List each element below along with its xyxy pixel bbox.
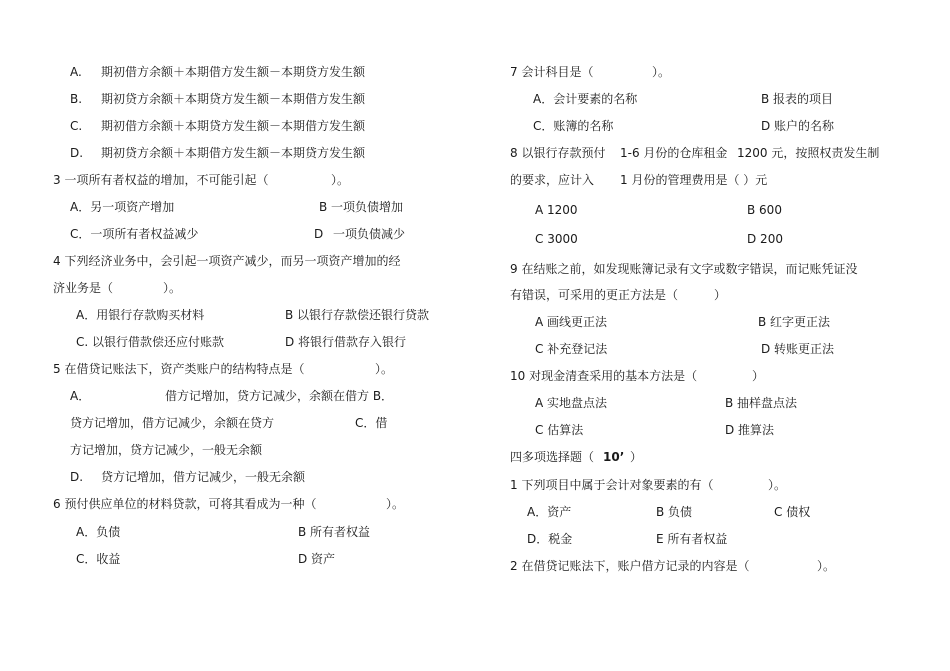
question-stem-end: ）。 (386, 497, 405, 511)
option-a: A．负债 (76, 525, 121, 539)
question-stem-end: ） (714, 288, 727, 302)
question-stem-end: ）。 (163, 281, 182, 295)
option-d: D 转账更正法 (761, 342, 835, 356)
option-text: 期初贷方余额＋本期借方发生额－本期贷方发生额 (101, 146, 366, 160)
option-b: B 抽样盘点法 (725, 396, 798, 410)
question-stem: 10 对现金清查采用的基本方法是（ (510, 369, 698, 383)
option-a-letter: A． (70, 389, 91, 403)
question-stem: 4 下列经济业务中，会引起一项资产减少，而另一项资产增加的经 (53, 254, 401, 268)
option-d: D 200 (747, 232, 783, 246)
question-stem-end: ）。 (652, 65, 671, 79)
question-stem: 1-6 月份的仓库租金 (620, 146, 728, 160)
option-d: D 账户的名称 (761, 119, 835, 133)
question-stem-end: ）。 (375, 362, 394, 376)
option-a: A 画线更正法 (535, 315, 608, 329)
question-stem-line2: 的要求，应计入 (510, 173, 595, 187)
option-text: 期初贷方余额＋本期贷方发生额－本期借方发生额 (101, 92, 366, 106)
question-stem-line2: 济业务是（ (53, 281, 114, 295)
option-a: A．会计要素的名称 (533, 92, 638, 106)
question-stem: 2 在借贷记账法下，账户借方记录的内容是（ (510, 559, 750, 573)
option-d-letter: D. (70, 470, 84, 484)
option-d: 一项负债减少 (333, 227, 406, 241)
option-b: B 红字更正法 (758, 315, 831, 329)
option-d: 贷方记增加，借方记减少，一般无余额 (101, 470, 306, 484)
section-title-end: ） (630, 450, 643, 464)
question-stem: 9 在结账之前，如发现账簿记录有文字或数字错误，而记账凭证没 (510, 262, 858, 276)
option-letter: D. (70, 146, 84, 160)
option-letter: B. (70, 92, 83, 106)
option-b: B 600 (747, 203, 782, 217)
option-e: E 所有者权益 (656, 532, 728, 546)
option-c: C 债权 (774, 505, 811, 519)
option-text: 期初借方余额＋本期贷方发生额－本期借方发生额 (101, 119, 366, 133)
option-a: A．用银行存款购买材料 (76, 308, 205, 322)
option-a: A．资产 (527, 505, 572, 519)
option-c: C 3000 (535, 232, 578, 246)
option-b: B 以银行存款偿还银行贷款 (285, 308, 430, 322)
question-stem: 6 预付供应单位的材料贷款，可将其看成为一种（ (53, 497, 317, 511)
option-b: 贷方记增加，借方记减少，余额在贷方 (70, 416, 275, 430)
option-c: C 估算法 (535, 423, 584, 437)
question-stem-end: ）。 (768, 478, 787, 492)
question-stem: 3 一项所有者权益的增加，不可能引起（ (53, 173, 269, 187)
option-d: D 将银行借款存入银行 (285, 335, 407, 349)
question-stem-end: ）。 (331, 173, 350, 187)
question-stem-end: ） (752, 369, 765, 383)
option-b: B 所有者权益 (298, 525, 371, 539)
question-stem-end: ）。 (817, 559, 836, 573)
option-a: A 实地盘点法 (535, 396, 608, 410)
question-stem-line2: 1 月份的管理费用是（ ）元 (620, 173, 768, 187)
option-c: C．一项所有者权益减少 (70, 227, 199, 241)
option-c: C 补充登记法 (535, 342, 608, 356)
option-text: 期初借方余额＋本期借方发生额－本期贷方发生额 (101, 65, 366, 79)
section-points: 10’ (603, 450, 625, 464)
section-title: 四多项选择题（ (510, 450, 595, 464)
option-b: B 报表的项目 (761, 92, 834, 106)
option-b: B 负债 (656, 505, 693, 519)
option-c-letter: C．借 (355, 416, 388, 430)
option-letter: C. (70, 119, 83, 133)
question-stem: 1200 元，按照权责发生制 (737, 146, 880, 160)
option-d: D 资产 (298, 552, 336, 566)
option-c: 方记增加，贷方记减少，一般无余额 (70, 443, 263, 457)
option-c: C. 以银行借款偿还应付账款 (76, 335, 225, 349)
option-d: D．税金 (527, 532, 573, 546)
question-stem: 5 在借贷记账法下，资产类账户的结构特点是（ (53, 362, 305, 376)
option-a: A．另一项资产增加 (70, 200, 175, 214)
option-letter: A. (70, 65, 82, 79)
option-d: D 推算法 (725, 423, 775, 437)
option-b: B 一项负债增加 (319, 200, 404, 214)
question-stem: 8 以银行存款预付 (510, 146, 606, 160)
question-stem: 7 会计科目是（ (510, 65, 594, 79)
option-c: C．账簿的名称 (533, 119, 614, 133)
option-a: A 1200 (535, 203, 578, 217)
option-d-letter: D (314, 227, 324, 241)
question-stem: 1 下列项目中属于会计对象要素的有（ (510, 478, 714, 492)
question-stem-line2: 有错误，可采用的更正方法是（ (510, 288, 679, 302)
option-c: C．收益 (76, 552, 121, 566)
option-a: 借方记增加，贷方记减少，余额在借方 B． (165, 389, 394, 403)
